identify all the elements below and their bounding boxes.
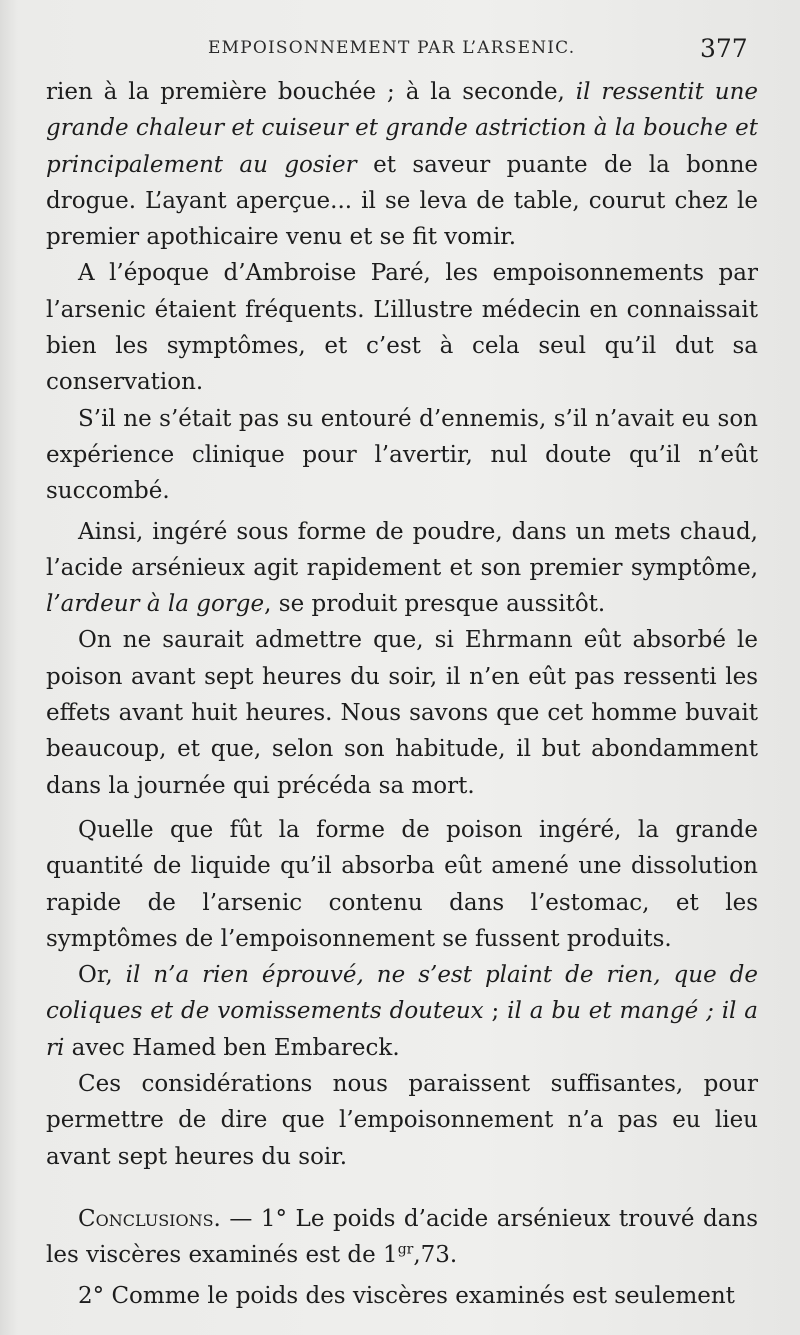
body-text xyxy=(46,74,758,1314)
conclusion-2: 2° Comme le poids des viscères examinés est seulement xyxy=(78,1282,735,1309)
conclusions-dash: — xyxy=(220,1205,261,1232)
page-number: 377 xyxy=(700,34,748,63)
paragraph-1-end: et saveur puante de la bonne drogue. L’ayant aperçue... il se leva de table, courut chez le premier apothicaire venu et se fit vomir. xyxy=(46,151,758,251)
paragraph-5: On ne saurait admettre que, si Ehrmann eût absorbé le poison avant sept heures du soir, il n’en eût pas ressenti les effets avant huit heures. Nous savons que cet homme buvait beaucoup, et que, selon son habitude, il but abondamment dans la journée qui précéda sa mort. xyxy=(46,627,758,799)
conclusion-1-text: 1° Le poids d’acide arsénieux trouvé dans les viscères examinés est de 1 xyxy=(46,1205,758,1269)
paragraph-1-quote: il ressentit une grande chaleur et cuiseur et grande astriction à la bouche et principalement au gosier xyxy=(46,79,759,178)
paragraph-8: Ces considérations nous paraissent suffisantes, pour permettre de dire que l’empoisonnement n’a pas eu lieu avant sept heures du soir. xyxy=(46,1071,758,1170)
paragraph-2: A l’époque d’Ambroise Paré, les empoisonnements par l’arsenic étaient fréquents. L’illustre médecin en connaissait bien les symptômes, et c’est à cela seul qu’il dut sa conservation. xyxy=(46,260,758,396)
gram-unit: gr xyxy=(397,1241,414,1258)
paragraph-7 xyxy=(46,957,758,1066)
conclusions-label: Conclusions. xyxy=(78,1205,221,1232)
conclusion-1-end: ,73. xyxy=(413,1242,458,1269)
paragraph-1-start: rien à la première bouchée ; à la seconde, xyxy=(46,79,565,105)
paragraph-7-emphasis-2: il a bu et mangé ; il a ri xyxy=(46,998,759,1061)
paragraph-4-start: Ainsi, ingéré sous forme de poudre, dans un mets chaud, l’acide arsénieux agit rapidement et son premier symptôme, xyxy=(46,518,758,581)
paragraph-4 xyxy=(46,514,758,623)
paragraph-4-end: , se produit presque aussitôt. xyxy=(264,591,606,618)
paragraph-7-separator: ; xyxy=(483,998,500,1025)
running-title: EMPOISONNEMENT PAR L’ARSENIC. xyxy=(208,38,576,58)
page-header xyxy=(0,34,800,70)
paragraph-1 xyxy=(46,74,758,255)
paragraph-7-start: Or, xyxy=(78,962,113,989)
paragraph-4-emphasis: l’ardeur à la gorge xyxy=(46,591,265,618)
conclusions-paragraph xyxy=(46,1201,758,1274)
paragraph-6: Quelle que fût la forme de poison ingéré, la grande quantité de liquide qu’il absorba eût amené une dissolution rapide de l’arsenic contenu dans l’estomac, et les symptômes de l’empoisonnement se fussent produits. xyxy=(46,816,758,952)
paragraph-3: S’il ne s’était pas su entouré d’ennemis, s’il n’avait eu son expérience clinique pour l’avertir, nul doute qu’il n’eût succombé. xyxy=(46,405,758,505)
paragraph-7-end: avec Hamed ben Embareck. xyxy=(71,1034,400,1061)
paragraph-7-emphasis-1: il n’a rien éprouvé, ne s’est plaint de rien, que de coliques et de vomissements douteux xyxy=(46,962,758,1025)
